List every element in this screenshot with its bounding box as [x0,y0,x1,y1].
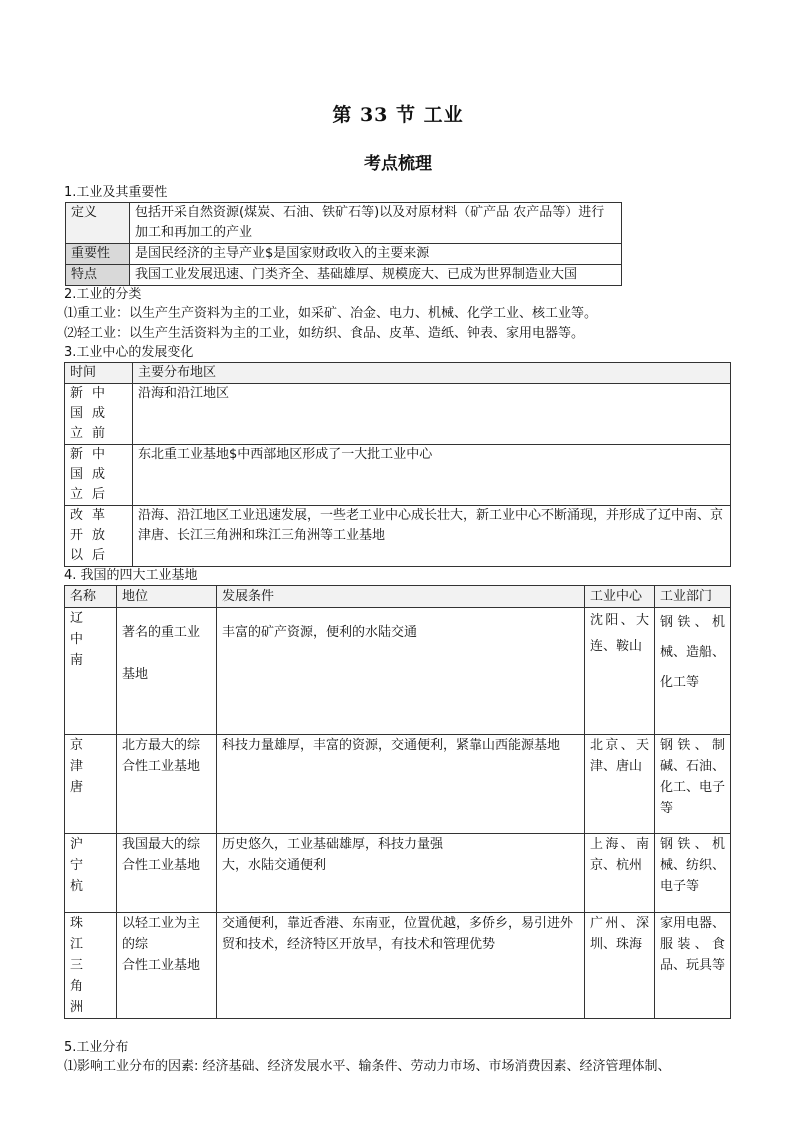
header-name: 名称 [65,586,117,608]
header-time: 时间 [65,363,133,384]
table-header-row [65,586,731,608]
base-centers: 北京、天津、唐山 [585,735,655,834]
area-cell: 沿海和沿江地区 [133,384,731,445]
base-departments: 钢铁、制碱、石油、化工、电子等 [655,735,731,834]
base-name: 珠江三角洲 [65,913,117,1019]
page-title: 第 33 节 工业 [332,104,464,126]
heavy-industry-line: ⑴重工业：以生产生产资料为主的工业，如采矿、冶金、电力、机械、化学工业、核工业等。 [64,306,598,321]
base-status: 以轻工业为主的综 合性工业基地 [117,913,217,1019]
header-status: 地位 [117,586,217,608]
base-departments: 家用电器、服装、食品、玩具等 [655,913,731,1019]
base-status: 北方最大的综合性工业基地 [117,735,217,834]
page-subtitle: 考点梳理 [364,154,432,174]
header-departments: 工业部门 [655,586,731,608]
section-3-heading: 3.工业中心的发展变化 [64,345,194,360]
table-row [65,384,731,445]
industrial-centers-table [64,362,731,567]
header-area: 主要分布地区 [133,363,731,384]
base-departments: 钢铁、机械、纺织、电子等 [655,834,731,913]
header-conditions: 发展条件 [217,586,585,608]
base-name: 沪宁杭 [65,834,117,913]
base-conditions: 交通便利，靠近香港、东南亚，位置优越，多侨乡，易引进外贸和技术，经济特区开放早，有技术和管理优势 [217,913,585,1019]
base-centers: 上海、南京、杭州 [585,834,655,913]
base-name: 京津唐 [65,735,117,834]
area-cell: 东北重工业基地$中西部地区形成了一大批工业中心 [133,445,731,506]
distribution-factors-line: ⑴影响工业分布的因素: 经济基础、经济发展水平、输条件、劳动力市场、市场消费因素、经济管理体制、 [64,1059,671,1074]
light-industry-line: ⑵轻工业：以生产生活资料为主的工业，如纺织、食品、皮革、造纸、钟表、家用电器等。 [64,326,585,341]
row-text: 我国工业发展迅速、门类齐全、基础雄厚、规模庞大、已成为世界制造业大国 [130,265,622,286]
table-row [65,506,731,567]
table-row [66,203,622,244]
row-text: 是国民经济的主导产业$是国家财政收入的主要来源 [130,244,622,265]
base-status: 我国最大的综合性工业基地 [117,834,217,913]
base-conditions: 丰富的矿产资源，便利的水陆交通 [217,608,585,735]
base-centers: 沈阳、大连、鞍山 [585,608,655,735]
header-centers: 工业中心 [585,586,655,608]
document-page [64,100,732,1077]
industry-importance-table [65,202,622,286]
period-cell: 新中国成立后 [65,445,133,506]
table-row [65,608,731,735]
base-status: 著名的重工业 基地 [117,608,217,735]
section-2-heading: 2.工业的分类 [64,287,142,302]
row-label: 重要性 [66,244,130,265]
table-row [66,244,622,265]
base-conditions: 科技力量雄厚，丰富的资源，交通便利，紧靠山西能源基地 [217,735,585,834]
table-header-row [65,363,731,384]
period-cell: 新中国成立前 [65,384,133,445]
row-label: 定义 [66,203,130,244]
table-row [66,265,622,286]
period-cell: 改革开放以后 [65,506,133,567]
base-name: 辽中南 [65,608,117,735]
section-4-heading: 4. 我国的四大工业基地 [64,568,198,583]
base-departments: 钢铁、机械、造船、化工等 [655,608,731,735]
industrial-bases-table [64,585,731,1019]
row-label: 特点 [66,265,130,286]
section-5-heading: 5.工业分布 [64,1040,129,1055]
area-cell: 沿海、沿江地区工业迅速发展，一些老工业中心成长壮大，新工业中心不断涌现，并形成了辽中南、京津唐、长江三角洲和珠江三角洲等工业基地 [133,506,731,567]
base-conditions: 历史悠久，工业基础雄厚，科技力量强 大，水陆交通便利 [217,834,585,913]
table-row [65,735,731,834]
row-text: 包括开采自然资源(煤炭、石油、铁矿石等)以及对原材料（矿产品 农产品等）进行加工和再加工的产业 [130,203,622,244]
table-row [65,834,731,913]
section-1-heading: 1.工业及其重要性 [64,185,168,200]
table-row [65,445,731,506]
table-row [65,913,731,1019]
base-centers: 广州、深圳、珠海 [585,913,655,1019]
